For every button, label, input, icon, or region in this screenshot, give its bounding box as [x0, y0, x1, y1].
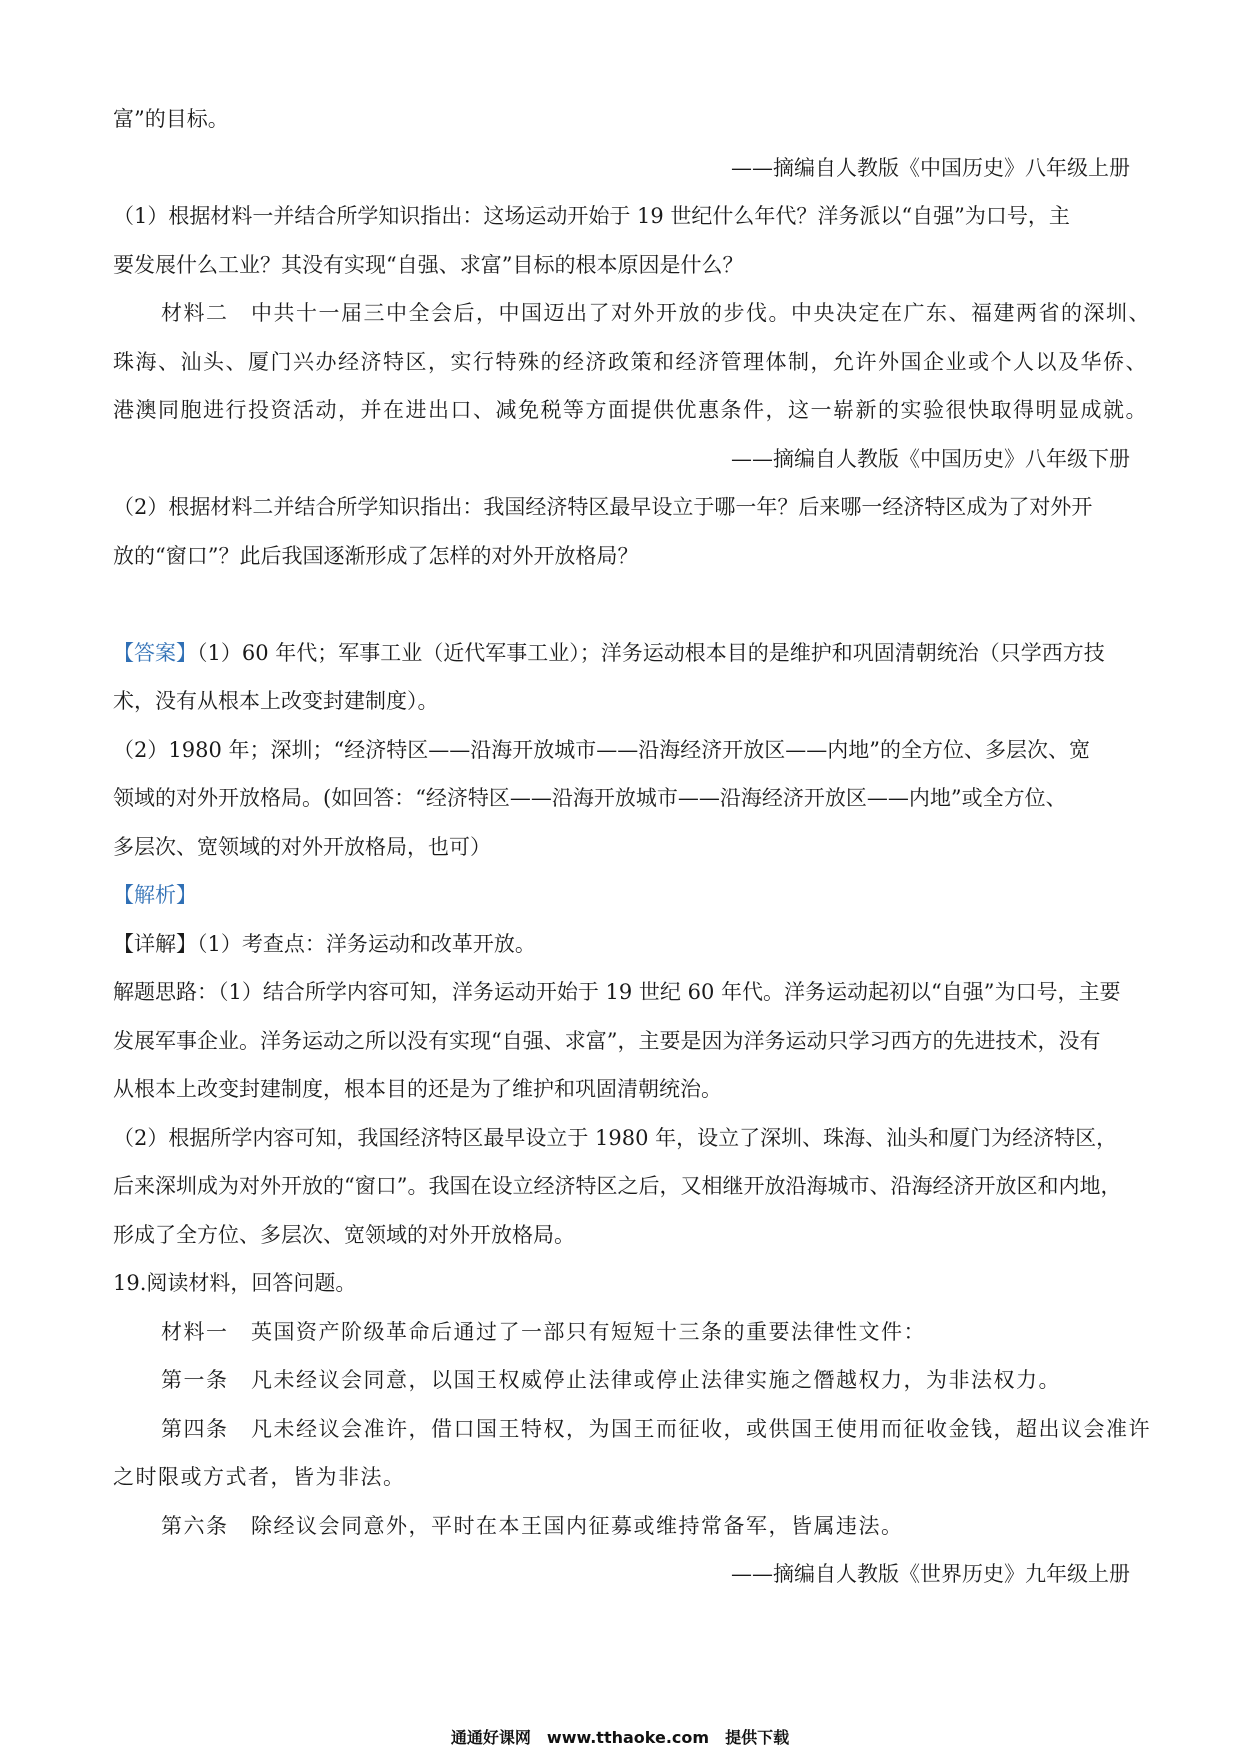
text-line — [113, 1308, 1130, 1357]
text-content: （1）60 年代；军事工业（近代军事工业）；洋务运动根本目的是维护和巩固清朝统治（只学西方技 — [197, 640, 1105, 665]
text-line — [113, 871, 1130, 920]
text-line — [113, 532, 1130, 581]
section-tag: 【解析】 — [113, 883, 197, 907]
text-content: 材料一 英国资产阶级革命后通过了一部只有短短十三条的重要法律性文件： — [161, 1319, 926, 1344]
text-line — [113, 1114, 1130, 1163]
text-content: 材料二 中共十一届三中全会后，中国迈出了对外开放的步伐。中央决定在广东、福建两省的深圳、 — [161, 301, 1151, 325]
text-line — [113, 920, 1130, 969]
text-line — [113, 1550, 1130, 1599]
text-line — [113, 1259, 1130, 1308]
text-content: 第六条 除经议会同意外，平时在本王国内征募或维持常备军，皆属违法。 — [161, 1513, 904, 1538]
document-body — [113, 95, 1151, 1599]
text-content: （2）1980 年；深圳；“经济特区——沿海开放城市——沿海经济开放区——内地”的全方位、多层次、宽 — [113, 737, 1090, 762]
text-line — [113, 289, 1151, 338]
text-content: 富”的目标。 — [113, 107, 229, 131]
page-footer: 通通好课网 www.tthaoke.com 提供下载 — [450, 1728, 790, 1747]
text-content: ——摘编自人教版《中国历史》八年级下册 — [731, 446, 1130, 471]
text-line — [113, 726, 1130, 775]
text-content: 【详解】（1）考查点：洋务运动和改革开放。 — [113, 931, 536, 956]
text-content: 放的“窗口”？此后我国逐渐形成了怎样的对外开放格局？ — [113, 543, 639, 568]
text-line — [113, 435, 1130, 484]
text-content: 解题思路：（1）结合所学内容可知，洋务运动开始于 19 世纪 60 年代。洋务运动起初以“自强”为口号，主要 — [113, 980, 1121, 1004]
text-line — [113, 1162, 1130, 1211]
text-line — [113, 1356, 1130, 1405]
text-content: 术，没有从根本上改变封建制度）。 — [113, 689, 439, 713]
text-line — [113, 192, 1130, 241]
text-content: ——摘编自人教版《世界历史》九年级上册 — [731, 1562, 1130, 1586]
text-line — [113, 386, 1148, 435]
text-line — [113, 774, 1130, 823]
text-content: 后来深圳成为对外开放的“窗口”。我国在设立经济特区之后，又相继开放沿海城市、沿海经济开放区和内地， — [113, 1174, 1122, 1198]
text-content: ——摘编自人教版《中国历史》八年级上册 — [731, 155, 1130, 180]
text-line — [113, 1502, 1130, 1551]
text-content: （1）根据材料一并结合所学知识指出：这场运动开始于 19 世纪什么年代？洋务派以“自强”为口号，主 — [113, 204, 1070, 228]
text-line — [113, 580, 1130, 629]
text-content: 19.阅读材料，回答问题。 — [113, 1271, 357, 1295]
text-content: 第四条 凡未经议会准许，借口国王特权，为国王而征收，或供国王使用而征收金钱，超出议会准许 — [161, 1416, 1151, 1441]
text-line — [113, 241, 1130, 290]
text-content: 要发展什么工业？其没有实现“自强、求富”目标的根本原因是什么？ — [113, 252, 744, 277]
text-line — [113, 144, 1130, 193]
text-content: 之时限或方式者，皆为非法。 — [113, 1465, 406, 1489]
text-line — [113, 1405, 1151, 1454]
text-content: 珠海、汕头、厦门兴办经济特区，实行特殊的经济政策和经济管理体制，允许外国企业或个人以及华侨、 — [113, 349, 1148, 374]
text-line — [113, 823, 1130, 872]
text-line — [113, 95, 1130, 144]
text-line — [113, 968, 1130, 1017]
text-content: （2）根据所学内容可知，我国经济特区最早设立于 1980 年，设立了深圳、珠海、汕头和厦门为经济特区， — [113, 1125, 1118, 1150]
text-content: （2）根据材料二并结合所学知识指出：我国经济特区最早设立于哪一年？后来哪一经济特区成为了对外开 — [113, 495, 1093, 519]
text-content: 形成了全方位、多层次、宽领域的对外开放格局。 — [113, 1222, 575, 1247]
section-tag: 【答案】 — [113, 640, 197, 665]
text-line — [113, 629, 1130, 678]
text-content: 领域的对外开放格局。(如回答：“经济特区——沿海开放城市——沿海经济开放区——内地”或全方位、 — [113, 786, 1067, 810]
text-line — [113, 1017, 1130, 1066]
text-line — [113, 1065, 1130, 1114]
text-content: 从根本上改变封建制度，根本目的还是为了维护和巩固清朝统治。 — [113, 1077, 722, 1101]
text-line — [113, 1211, 1130, 1260]
text-line — [113, 677, 1130, 726]
text-line — [113, 338, 1148, 387]
text-content: 多层次、宽领域的对外开放格局，也可） — [113, 834, 491, 859]
text-content: 港澳同胞进行投资活动，并在进出口、减免税等方面提供优惠条件，这一崭新的实验很快取得明显成就。 — [113, 398, 1148, 422]
text-content: 发展军事企业。洋务运动之所以没有实现“自强、求富”，主要是因为洋务运动只学习西方的先进技术，没有 — [113, 1028, 1101, 1053]
text-line — [113, 483, 1130, 532]
text-line — [113, 1453, 1130, 1502]
text-content: 第一条 凡未经议会同意，以国王权威停止法律或停止法律实施之僭越权力，为非法权力。 — [161, 1368, 1061, 1392]
